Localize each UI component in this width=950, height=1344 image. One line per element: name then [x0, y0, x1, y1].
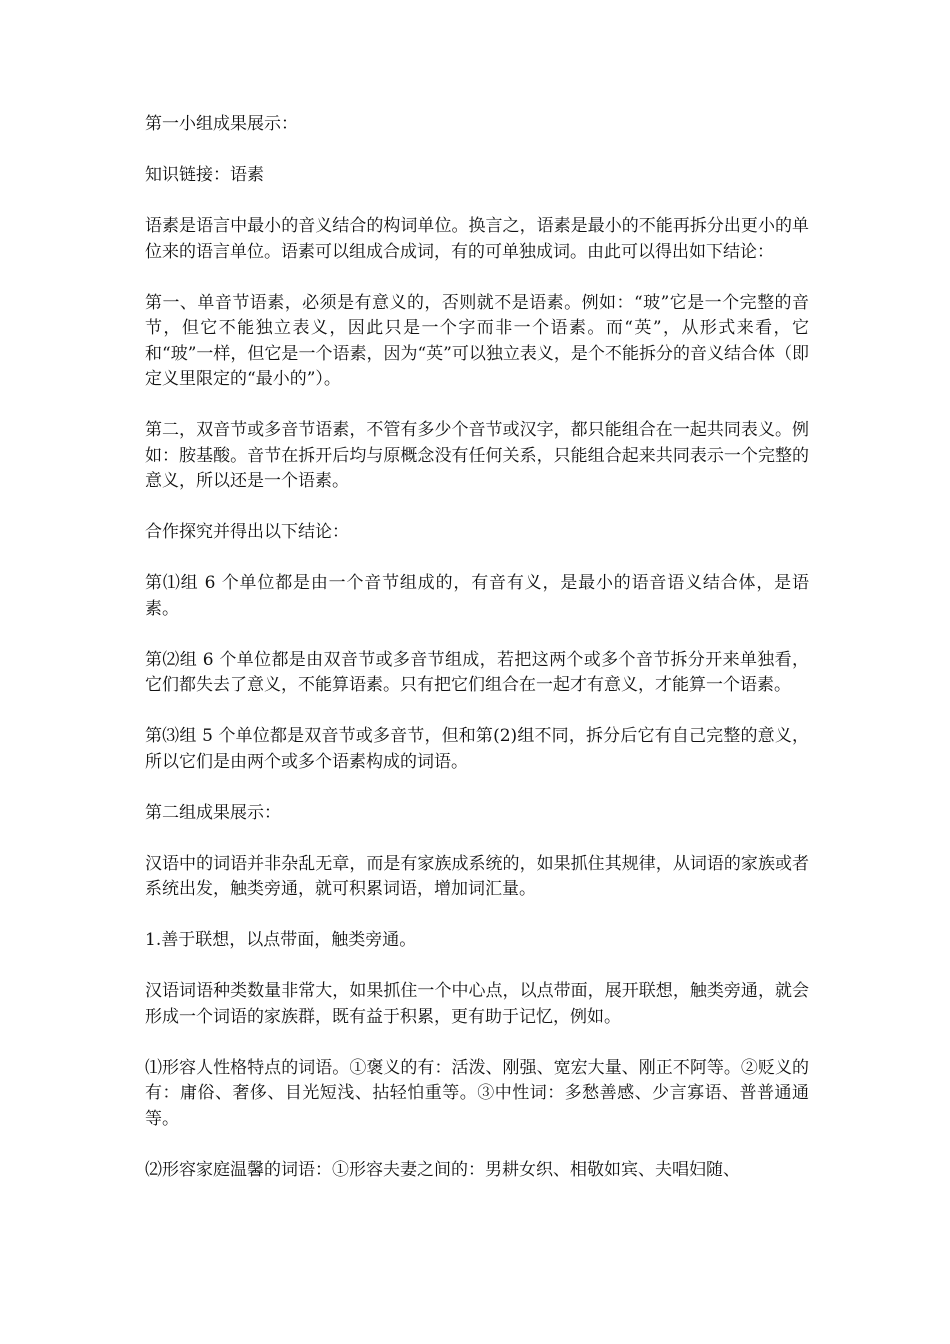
- paragraph-vocabulary-system: 汉语中的词语并非杂乱无章，而是有家族成系统的，如果抓住其规律，从词语的家族或者系统出发，触类旁通，就可积累词语，增加词汇量。: [145, 853, 809, 899]
- paragraph-family-words: ⑵形容家庭温馨的词语：①形容夫妻之间的：男耕女织、相敬如宾、夫唱妇随、: [145, 1159, 740, 1180]
- paragraph-personality-words: ⑴形容人性格特点的词语。①褒义的有：活泼、刚强、宽宏大量、刚正不阿等。②贬义的有：庸俗、奢侈、目光短浅、拈轻怕重等。③中性词：多愁善感、少言寡语、普普通通等。: [145, 1057, 809, 1129]
- document-page: [145, 112, 809, 1209]
- paragraph-monosyllabic-morpheme: 第一、单音节语素，必须是有意义的，否则就不是语素。例如：“玻”它是一个完整的音节，但它不能独立表义，因此只是一个字而非一个语素。而“英”，从形式来看，它和“玻”一样，但它是一个语素，因为“英”可以独立表义，是个不能拆分的音义结合体（即定义里限定的“最小的”）。: [145, 292, 809, 389]
- heading-group1-results: 第一小组成果展示：: [145, 114, 298, 134]
- paragraph-group-3-conclusion: 第⑶组 5 个单位都是双音节或多音节，但和第(2)组不同，拆分后它有自己完整的意义，所以它们是由两个或多个语素构成的词语。: [145, 726, 809, 772]
- subheading-association: 1.善于联想，以点带面，触类旁通。: [145, 930, 417, 950]
- paragraph-group-2-conclusion: 第⑵组 6 个单位都是由双音节或多音节组成，若把这两个或多个音节拆分开来单独看，它们都失去了意义，不能算语素。只有把它们组合在一起才有意义，才能算一个语素。: [145, 649, 809, 695]
- heading-knowledge-link: 知识链接：语素: [145, 165, 264, 185]
- paragraph-group-1-conclusion: 第⑴组 6 个单位都是由一个音节组成的，有音有义，是最小的语音语义结合体，是语素。: [145, 573, 809, 619]
- heading-cooperative-inquiry: 合作探究并得出以下结论：: [145, 522, 349, 542]
- heading-group2-results: 第二组成果展示：: [145, 802, 281, 823]
- paragraph-association-method: 汉语词语种类数量非常大，如果抓住一个中心点，以点带面，展开联想，触类旁通，就会形成一个词语的家族群，既有益于积累，更有助于记忆，例如。: [145, 981, 809, 1027]
- paragraph-morpheme-definition: 语素是语言中最小的音义结合的构词单位。换言之，语素是最小的不能再拆分出更小的单位来的语言单位。语素可以组成合成词，有的可单独成词。由此可以得出如下结论：: [145, 216, 809, 262]
- paragraph-polysyllabic-morpheme: 第二，双音节或多音节语素，不管有多少个音节或汉字，都只能组合在一起共同表义。例如：胺基酸。音节在拆开后均与原概念没有任何关系，只能组合起来共同表示一个完整的意义，所以还是一个语素。: [145, 420, 809, 491]
